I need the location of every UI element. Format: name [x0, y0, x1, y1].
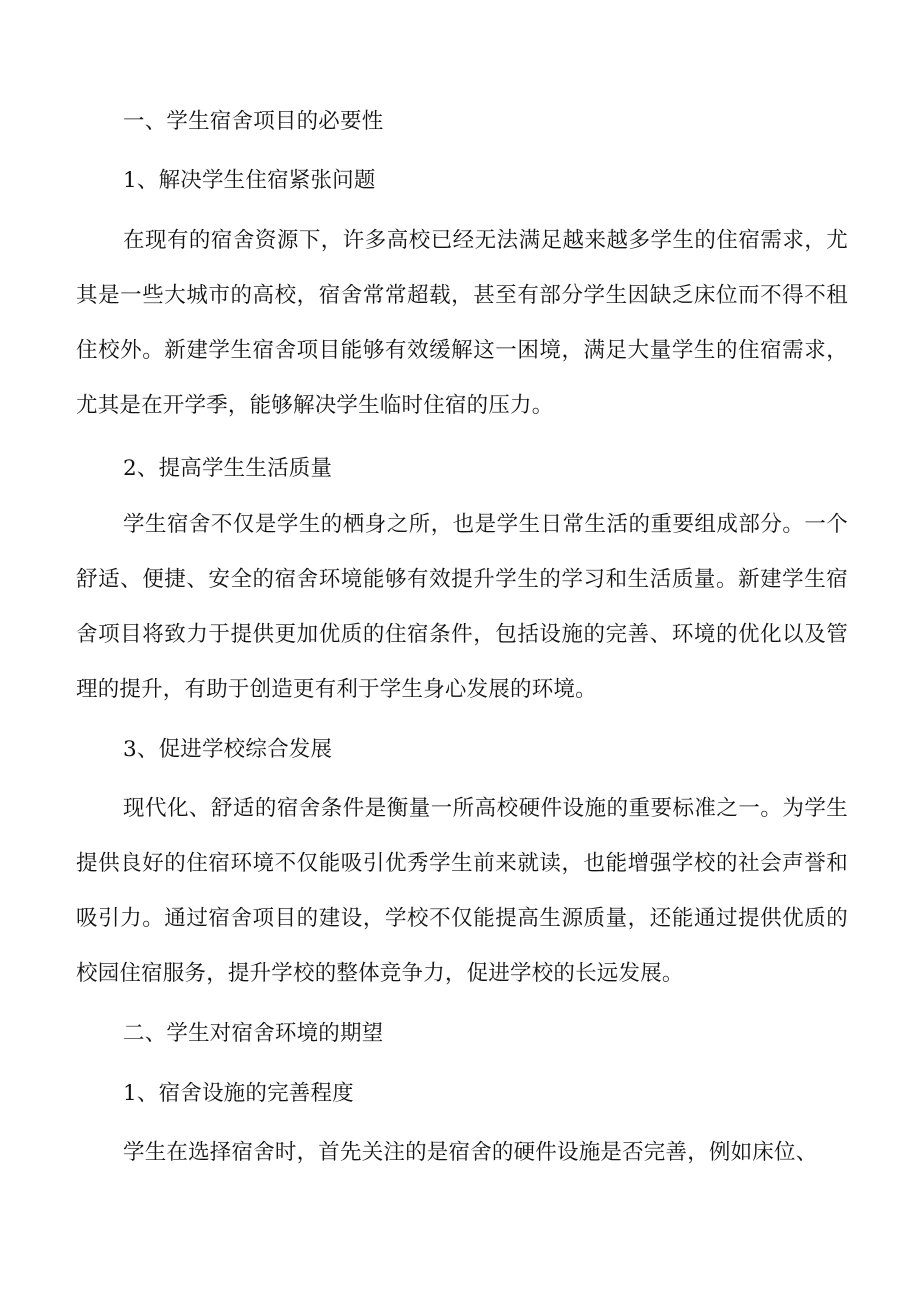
section-heading-2: 二、学生对宿舍环境的期望 — [123, 1021, 384, 1046]
paragraph-1-2: 学生宿舍不仅是学生的栖身之所，也是学生日常生活的重要组成部分。一个舒适、便捷、安全的宿舍环境能够有效提升学生的学习和生活质量。新建学生宿舍项目将致力于提供更加优质的住宿条件，包括设施的完善、环境的优化以及管理的提升，有助于创造更有利于学生身心发展的环境。 — [76, 512, 848, 702]
subsection-heading-1-2: 2、提高学生生活质量 — [123, 456, 333, 481]
subsection-heading-1-3: 3、促进学校综合发展 — [123, 737, 333, 762]
section-heading-1: 一、学生宿舍项目的必要性 — [123, 109, 384, 134]
paragraph-1-3: 现代化、舒适的宿舍条件是衡量一所高校硬件设施的重要标准之一。为学生提供良好的住宿环境不仅能吸引优秀学生前来就读，也能增强学校的社会声誉和吸引力。通过宿舍项目的建设，学校不仅能提高生源质量，还能通过提供优质的校园住宿服务，提升学校的整体竞争力，促进学校的长远发展。 — [76, 796, 848, 986]
paragraph-2-1: 学生在选择宿舍时，首先关注的是宿舍的硬件设施是否完善，例如床位、 — [123, 1140, 818, 1165]
subsection-heading-2-1: 1、宿舍设施的完善程度 — [123, 1081, 354, 1106]
paragraph-1-1: 在现有的宿舍资源下，许多高校已经无法满足越来越多学生的住宿需求，尤其是一些大城市的高校，宿舍常常超载，甚至有部分学生因缺乏床位而不得不租住校外。新建学生宿舍项目能够有效缓解这一困境，满足大量学生的住宿需求，尤其是在开学季，能够解决学生临时住宿的压力。 — [76, 228, 848, 418]
subsection-heading-1-1: 1、解决学生住宿紧张问题 — [123, 168, 376, 193]
